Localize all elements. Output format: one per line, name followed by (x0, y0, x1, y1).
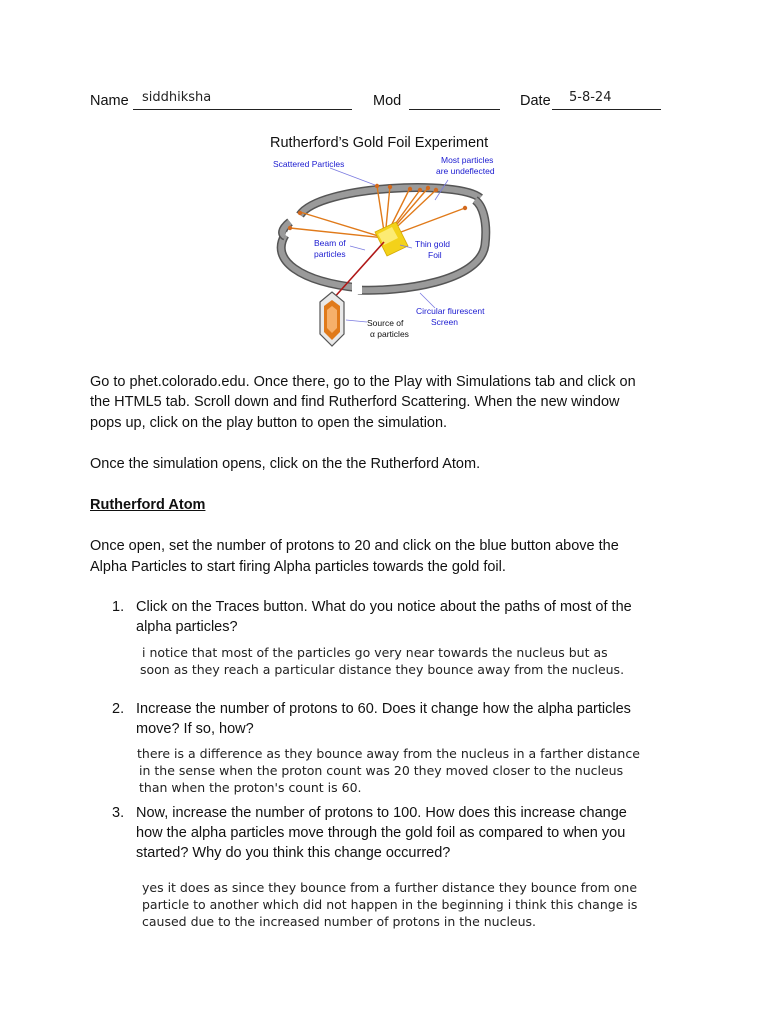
date-label: Date (520, 93, 551, 109)
alpha-source (320, 292, 344, 346)
date-value: 5-8-24 (569, 90, 612, 105)
intro-line-3: pops up, click on the play button to open the simulation. (90, 415, 448, 431)
section-heading: Rutherford Atom (90, 497, 206, 513)
label-foil-2: Foil (428, 250, 442, 260)
answer-1-line-1: i notice that most of the particles go very near towards the nucleus but as (142, 645, 608, 660)
intro-line-2: the HTML5 tab. Scroll down and find Rutherford Scattering. When the new window (90, 394, 620, 410)
label-most-2: are undeflected (436, 166, 495, 176)
label-most-1: Most particles (441, 155, 494, 165)
intro-paragraph-2: Once the simulation opens, click on the the Rutherford Atom. (90, 456, 481, 472)
section-line-1: Once open, set the number of protons to 20 and click on the blue button above the (90, 538, 619, 554)
intro-line-1: Go to phet.colorado.edu. Once there, go to the Play with Simulations tab and click on (90, 374, 636, 390)
label-foil-1: Thin gold (415, 239, 450, 249)
question-line: how the alpha particles move through the gold foil as compared to when you (136, 825, 626, 841)
question-number: 2. (112, 701, 125, 717)
question-line: started? Why do you think this change occurred? (136, 845, 451, 861)
answer-3-line-3: caused due to the increased number of protons in the nucleus. (142, 914, 537, 929)
label-beam-2: particles (314, 249, 346, 259)
answer-3-line-2: particle to another which did not happen in the beginning i think this change is (142, 897, 638, 912)
label-source-1: Source of (367, 318, 404, 328)
question-number: 1. (112, 599, 125, 615)
answer-1-line-2: soon as they reach a particular distance they bounce away from the nucleus. (140, 662, 625, 677)
answer-2-line-2: in the sense when the proton count was 20 they moved closer to the nucleus (139, 763, 624, 778)
mod-label: Mod (373, 93, 402, 109)
question-line: Click on the Traces button. What do you notice about the paths of most of the (136, 599, 632, 615)
label-scattered: Scattered Particles (273, 159, 345, 169)
figure-title: Rutherford’s Gold Foil Experiment (270, 135, 489, 151)
answer-2-line-1: there is a difference as they bounce away from the nucleus in a farther distance (137, 746, 640, 761)
gold-foil-diagram (260, 150, 520, 350)
label-screen-2: Screen (431, 317, 458, 327)
question-line: move? If so, how? (136, 721, 254, 737)
answer-2-line-3: than when the proton's count is 60. (139, 780, 362, 795)
question-line: Now, increase the number of protons to 100. How does this increase change (136, 805, 627, 821)
name-value: siddhiksha (142, 90, 212, 105)
label-screen-1: Circular flurescent (416, 306, 485, 316)
mod-field[interactable] (409, 93, 500, 110)
section-line-2: Alpha Particles to start firing Alpha particles towards the gold foil. (90, 559, 506, 575)
question-line: alpha particles? (136, 619, 238, 635)
question-line: Increase the number of protons to 60. Does it change how the alpha particles (136, 701, 631, 717)
label-source-2: α particles (370, 329, 409, 339)
label-beam-1: Beam of (314, 238, 346, 248)
answer-3-line-1: yes it does as since they bounce from a further distance they bounce from one (142, 880, 638, 895)
question-number: 3. (112, 805, 125, 821)
name-label: Name (90, 93, 129, 109)
